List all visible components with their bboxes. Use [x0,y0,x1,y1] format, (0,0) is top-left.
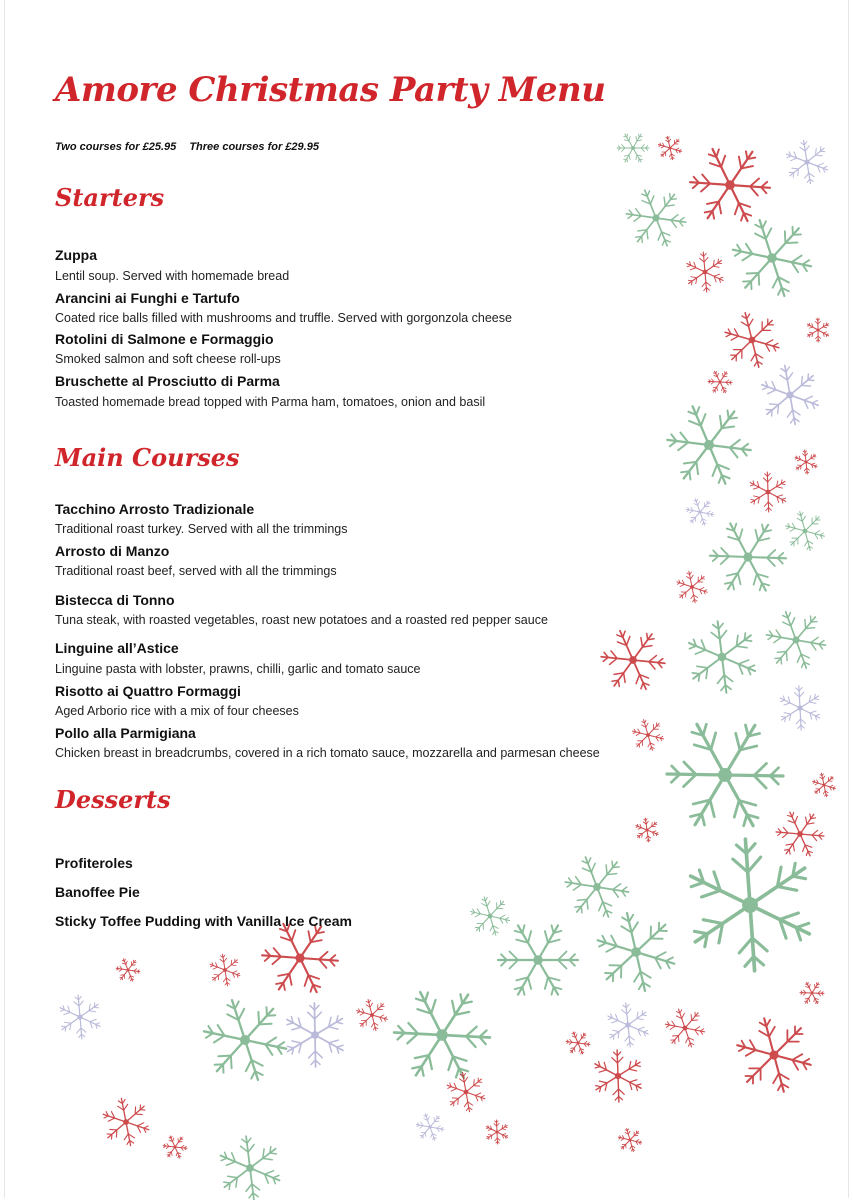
snowflake-icon [677,571,707,602]
starters-heading: Starters [55,183,165,212]
dish-description: Tuna steak, with roasted vegetables, roast new potatoes and a roasted red pepper sauce [55,613,548,627]
snowflake-icon [725,313,779,367]
snowflake-icon [357,1000,388,1031]
snowflake-icon [262,924,338,992]
snowflake-icon [710,523,786,590]
snowflake-icon [665,1009,704,1047]
two-course-price: Two courses for £25.95 [55,141,177,153]
snowflake-icon [394,992,490,1078]
dish-name: Arancini ai Funghi e Tartufo [55,290,240,306]
snowflake-icon [776,812,824,856]
snowflake-icon [618,1129,641,1152]
snowflake-icon [667,724,783,825]
snowflake-icon [471,897,510,935]
snowflake-icon [598,913,675,991]
dish-name: Linguine all’Astice [55,640,179,656]
snowflake-icon [498,925,578,994]
dish-description: Linguine pasta with lobster, prawns, chilli, garlic and tomato sauce [55,662,421,676]
dish-name: Banoffee Pie [55,884,140,900]
dish-description: Toasted homemade bread topped with Parma ham, tomatoes, onion and basil [55,395,486,409]
dish-name: Arrosto di Manzo [55,543,170,559]
dish-description: Aged Arborio rice with a mix of four cheeses [55,704,299,718]
snowflake-icon [221,1136,280,1200]
dish-name: Pollo alla Parmigiana [55,725,196,741]
dish-name: Profiteroles [55,855,133,871]
snowflake-icon [633,720,664,751]
snowflake-icon [416,1114,444,1140]
snowflake-icon [103,1098,148,1145]
snowflake-icon [566,1032,590,1054]
snowflake-icon [608,1003,648,1047]
snowflake-icon [708,371,732,392]
snowflake-icon [780,686,819,730]
snowflake-icon [204,1000,286,1080]
snowflake-icon [659,136,682,159]
dish-description: Traditional roast turkey. Served with all the trimmings [55,522,348,536]
dish-name: Tacchino Arrosto Tradizionale [55,501,255,517]
snowflake-icon [565,857,628,917]
snowflake-icon [287,1003,343,1067]
desserts-heading: Desserts [55,785,171,814]
snowflake-icon [733,220,811,296]
snowflake-icon [686,499,713,525]
snowflake-icon [767,612,826,668]
menu-title: Amore Christmas Party Menu [55,70,606,110]
three-course-price: Three courses for £29.95 [189,141,319,153]
dish-description: Smoked salmon and soft cheese roll-ups [55,352,281,366]
dish-name: Zuppa [55,247,97,263]
snowflake-icon [617,134,649,162]
snowflake-icon [795,450,817,474]
dish-name: Risotto ai Quattro Formaggi [55,683,241,699]
snowflake-icon [60,995,100,1039]
snowflake-icon [626,190,685,246]
snowflake-icon [595,1050,641,1102]
snowflake-icon [762,366,818,425]
snowflake-icon [687,252,723,292]
dish-name: Bistecca di Tonno [55,592,175,608]
snowflake-icon [447,1072,485,1111]
snowflake-icon [210,954,240,986]
snowflake-icon [116,959,140,981]
dish-description: Traditional roast beef, served with all the trimmings [55,564,337,578]
snowflake-icon [737,1018,810,1091]
snowflake-icon [667,406,750,483]
snowflake-icon [787,140,828,183]
snowflake-icon [689,621,755,692]
dish-name: Sticky Toffee Pudding with Vanilla Ice Cream [55,913,352,929]
dish-description: Lentil soup. Served with homemade bread [55,269,290,283]
dish-name: Bruschette al Prosciutto di Parma [55,373,280,389]
snowflake-icon [690,149,770,221]
main-courses-heading: Main Courses [55,443,240,472]
snowflake-icon [813,773,836,796]
snowflake-icon [808,318,829,342]
snowflake-icon [786,512,825,551]
snowflake-icon [163,1136,187,1158]
snowflake-icon [691,839,810,971]
snowflake-icon [800,982,824,1003]
snowflake-icon [750,472,785,512]
pricing-line [55,141,319,153]
dish-description: Coated rice balls filled with mushrooms and truffle. Served with gorgonzola cheese [55,311,512,325]
snowflake-icon [636,818,658,842]
snowflake-icon [486,1120,507,1144]
dish-name: Rotolini di Salmone e Formaggio [55,331,274,347]
snowflake-icon [601,631,665,689]
dish-description: Chicken breast in breadcrumbs, covered in a rich tomato sauce, mozzarella and parmesan cheese [55,746,600,760]
